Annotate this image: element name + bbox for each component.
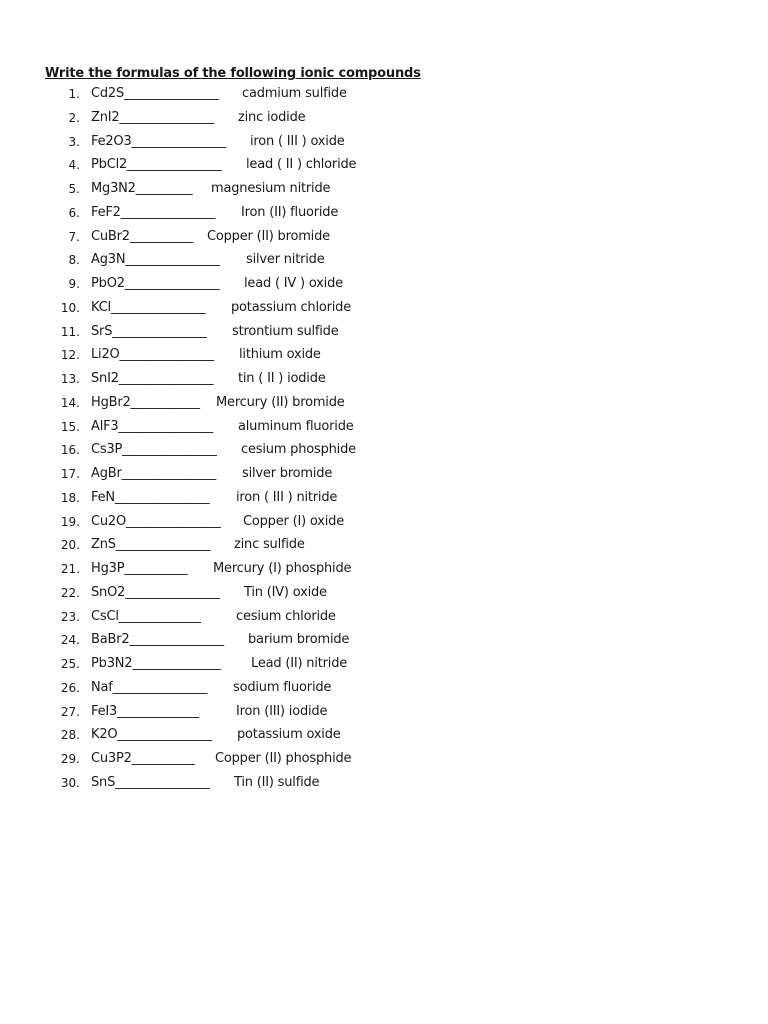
item-number: 27. <box>60 704 80 719</box>
formula-answer: ZnI2_______________ <box>91 109 214 125</box>
item-number: 3. <box>68 134 80 149</box>
compound-name: zinc sulfide <box>234 537 305 553</box>
formula-answer: Pb3N2______________ <box>91 656 221 671</box>
formula-answer: BaBr2_______________ <box>91 632 224 648</box>
item-number: 11. <box>60 324 80 339</box>
item-number: 30. <box>60 775 80 790</box>
compound-name: barium bromide <box>248 632 350 648</box>
formula-answer: HgBr2___________ <box>91 394 200 410</box>
item-number: 29. <box>60 752 80 766</box>
item-number: 17. <box>60 467 80 481</box>
formula-answer: Hg3P__________ <box>91 561 188 576</box>
formula-answer: K2O_______________ <box>91 727 212 743</box>
item-number: 12. <box>60 348 80 363</box>
formula-answer: ZnS_______________ <box>91 537 211 553</box>
item-number: 9. <box>68 277 80 291</box>
item-number: 15. <box>60 419 80 434</box>
worksheet-title: Write the formulas of the following ionic compounds <box>45 66 421 81</box>
compound-name: aluminum fluoride <box>238 418 354 434</box>
formula-answer: SnO2_______________ <box>91 584 220 600</box>
compound-name: Tin (IV) oxide <box>244 584 327 600</box>
compound-name: lithium oxide <box>239 347 321 363</box>
item-number: 20. <box>60 538 80 553</box>
formula-answer: SrS_______________ <box>91 323 207 339</box>
formula-answer: FeN_______________ <box>91 489 210 505</box>
item-number: 18. <box>60 490 80 505</box>
compound-name: zinc iodide <box>238 109 306 125</box>
compound-name: iron ( III ) nitride <box>236 489 338 505</box>
compound-name: Copper (II) phosphide <box>215 751 352 766</box>
item-number: 8. <box>68 253 80 268</box>
item-number: 1. <box>68 87 80 101</box>
formula-answer: Naf_______________ <box>91 679 208 695</box>
compound-name: sodium fluoride <box>233 679 332 695</box>
compound-name: cadmium sulfide <box>242 86 347 101</box>
item-number: 24. <box>60 633 80 648</box>
compound-name: tin ( II ) iodide <box>238 371 326 386</box>
item-number: 7. <box>68 229 80 244</box>
compound-name: Mercury (II) bromide <box>216 394 345 410</box>
formula-answer: Ag3N_______________ <box>91 252 220 268</box>
formula-answer: KCl_______________ <box>91 299 206 315</box>
formula-answer: Cu2O_______________ <box>91 513 221 529</box>
compound-name: silver nitride <box>246 252 325 268</box>
compound-name: Copper (I) oxide <box>243 513 345 529</box>
item-number: 2. <box>68 110 80 125</box>
formula-answer: Fe2O3_______________ <box>91 133 227 149</box>
item-number: 22. <box>60 585 80 600</box>
item-number: 23. <box>60 609 80 624</box>
compound-name: lead ( IV ) oxide <box>244 276 343 291</box>
formula-answer: PbCl2_______________ <box>91 157 222 173</box>
compound-name: magnesium nitride <box>211 181 331 196</box>
formula-answer: AgBr_______________ <box>91 466 217 481</box>
compound-name: Tin (II) sulfide <box>234 774 320 790</box>
formula-answer: CuBr2__________ <box>91 228 193 244</box>
compound-name: iron ( III ) oxide <box>250 133 345 149</box>
compound-name: cesium phosphide <box>241 442 356 458</box>
compound-name: Iron (III) iodide <box>236 703 328 719</box>
formula-answer: SnS_______________ <box>91 774 210 790</box>
compound-name: cesium chloride <box>236 608 336 624</box>
formula-answer: Li2O_______________ <box>91 347 215 363</box>
item-number: 5. <box>68 182 80 196</box>
formula-answer: FeF2_______________ <box>91 204 216 220</box>
item-number: 10. <box>60 300 80 315</box>
formula-answer: Mg3N2_________ <box>91 181 193 196</box>
compound-name: Copper (II) bromide <box>207 228 330 244</box>
item-number: 26. <box>60 680 80 695</box>
item-number: 21. <box>60 562 80 576</box>
item-number: 14. <box>60 395 80 410</box>
formula-answer: CsCl_____________ <box>91 608 201 624</box>
formula-answer: Cd2S_______________ <box>91 86 219 101</box>
compound-name: lead ( II ) chloride <box>246 157 357 173</box>
formula-answer: Cs3P_______________ <box>91 442 217 458</box>
item-number: 13. <box>60 372 80 386</box>
compound-name: potassium chloride <box>231 299 352 315</box>
item-number: 19. <box>60 514 80 529</box>
item-number: 6. <box>68 205 80 220</box>
compound-name: Mercury (I) phosphide <box>213 561 352 576</box>
formula-answer: AlF3_______________ <box>91 418 213 434</box>
item-number: 28. <box>60 728 80 743</box>
item-number: 4. <box>68 158 80 173</box>
compound-name: silver bromide <box>242 466 333 481</box>
item-number: 16. <box>60 443 80 458</box>
compound-name: Lead (II) nitride <box>251 656 348 671</box>
formula-answer: Cu3P2__________ <box>91 751 195 766</box>
compound-name: potassium oxide <box>237 727 341 743</box>
item-number: 25. <box>60 657 80 671</box>
formula-answer: FeI3_____________ <box>91 703 199 719</box>
compound-name: Iron (II) fluoride <box>241 204 339 220</box>
formula-answer: SnI2_______________ <box>91 371 214 386</box>
formula-answer: PbO2_______________ <box>91 276 220 291</box>
compound-name: strontium sulfide <box>232 323 339 339</box>
